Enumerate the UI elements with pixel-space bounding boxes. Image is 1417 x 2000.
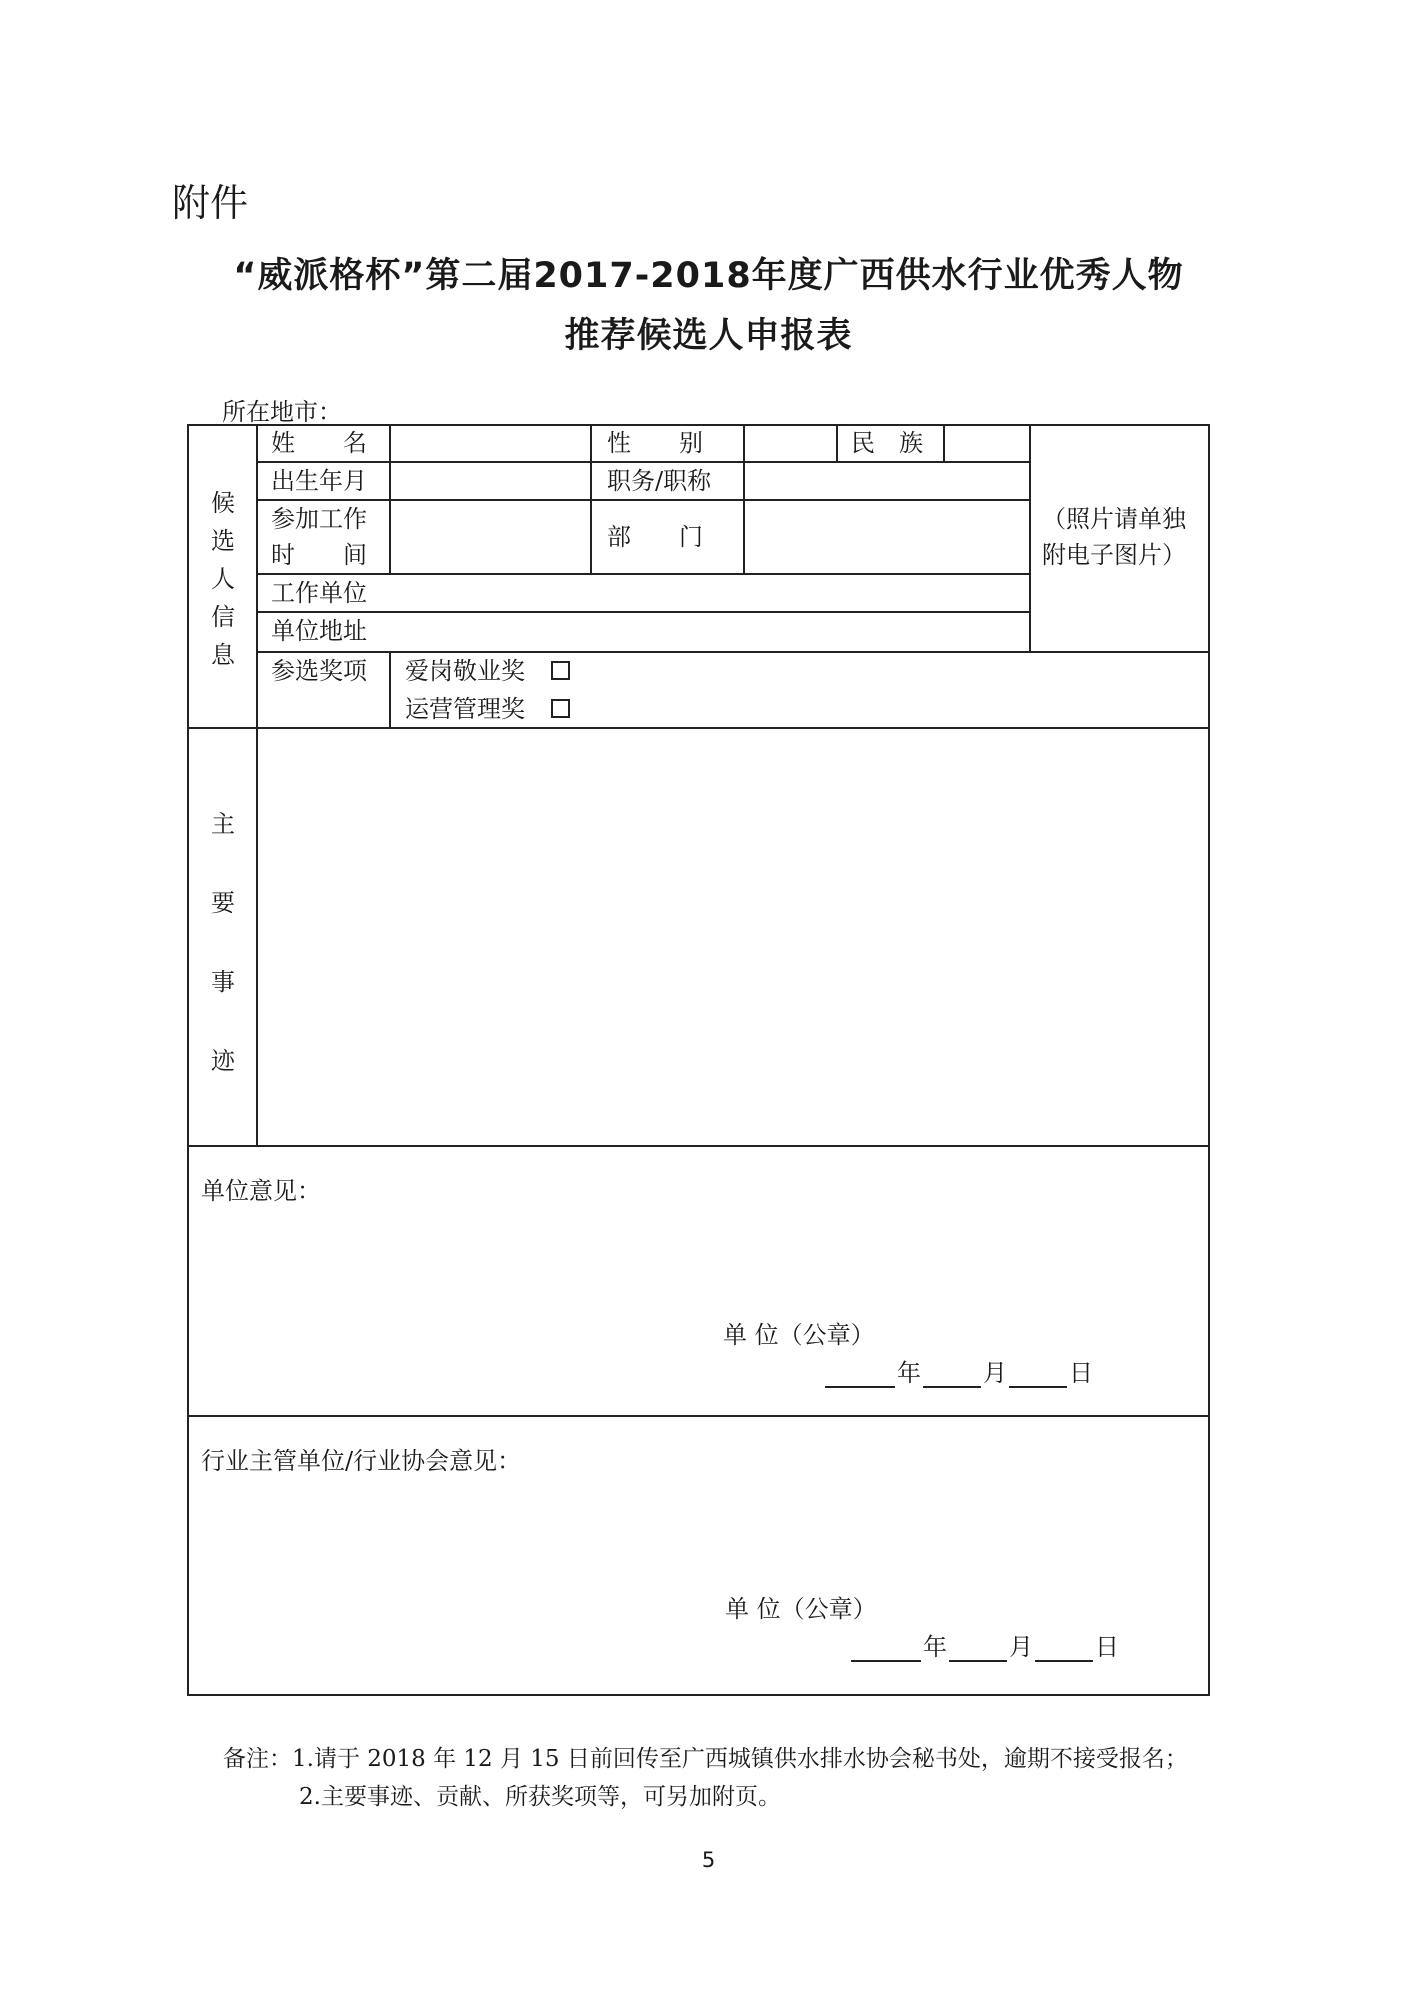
checkbox-icon[interactable] [551, 661, 570, 680]
field-work-start-label-1: 参加工作 [271, 505, 367, 533]
note-line-1: 备注：1.请于 2018 年 12 月 15 日前回传至广西城镇供水排水协会秘书处，逾期不接受报名； [223, 1746, 1188, 1772]
award-option-1[interactable] [405, 656, 570, 686]
field-position-label: 职务/职称 [607, 467, 712, 495]
candidate-info-label: 候 选 人 信 息 [211, 489, 235, 669]
photo-note-line2: 附电子图片） [1042, 541, 1186, 569]
field-ethnicity-label: 民 族 [851, 429, 923, 457]
attachment-label: 附件 [172, 181, 249, 225]
application-form [187, 424, 1210, 1696]
achievements-label: 主 要 事 迹 [211, 810, 235, 1075]
industry-date: 年 月 日 [849, 1632, 1119, 1662]
field-address-label: 单位地址 [271, 617, 367, 645]
form-title-line1: “威派格杯”第二届2017-2018年度广西供水行业优秀人物 [233, 256, 1184, 296]
unit-date: 年 月 日 [823, 1358, 1093, 1388]
field-award-category-label: 参选奖项 [271, 657, 367, 685]
award-option-2-label: 运营管理奖 [405, 695, 525, 723]
unit-opinion-label: 单位意见： [201, 1177, 321, 1205]
industry-seal-label: 单 位（公章） [725, 1595, 877, 1623]
field-department-label: 部 门 [607, 523, 703, 551]
award-option-2[interactable] [405, 694, 570, 724]
field-employer-label: 工作单位 [271, 579, 367, 607]
photo-note-line1: （照片请单独 [1042, 505, 1186, 533]
unit-seal-label: 单 位（公章） [723, 1321, 875, 1349]
checkbox-icon[interactable] [551, 699, 570, 718]
form-grid [187, 424, 1210, 1696]
field-gender-label: 性 别 [607, 429, 703, 457]
page-number: 5 [701, 1848, 716, 1872]
field-name-label: 姓 名 [271, 429, 367, 457]
field-birth-label: 出生年月 [271, 467, 367, 495]
city-label: 所在地市： [222, 398, 342, 426]
industry-opinion-label: 行业主管单位/行业协会意见： [201, 1447, 522, 1475]
award-option-1-label: 爱岗敬业奖 [405, 657, 525, 685]
note-line-2: 2.主要事迹、贡献、所获奖项等，可另加附页。 [299, 1784, 781, 1810]
form-title-line2: 推荐候选人申报表 [564, 316, 853, 356]
field-work-start-label-2: 时 间 [271, 541, 367, 569]
